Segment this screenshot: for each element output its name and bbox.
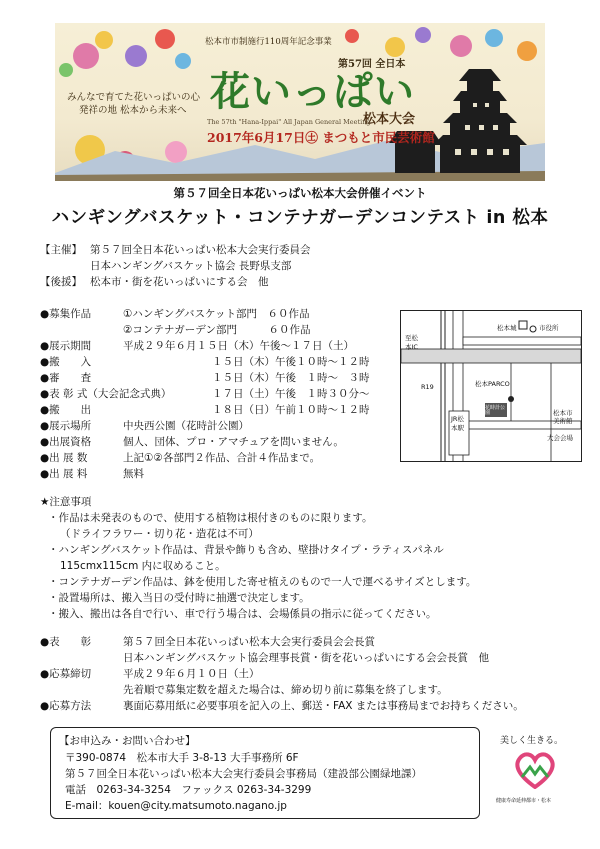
note-line: ・ハンギングバスケット作品は、背景や飾りも含め、壁掛けタイプ・ラティスパネル xyxy=(48,544,444,556)
note-line: （ドライフラワー・切り花・造花は不可） xyxy=(60,528,259,540)
detail-value: １８日（日）午前１０時～１２時 xyxy=(212,404,370,416)
awards-label: ●表 彰 xyxy=(40,636,92,648)
contact-office: 第５７回全日本花いっぱい松本大会実行委員会事務局（建設部公園緑地課） xyxy=(65,768,422,780)
organizer-label: 【主催】 xyxy=(40,244,82,256)
detail-value: １７日（土）午後 １時３０分～ xyxy=(212,388,370,400)
event-subtitle: 第５７回全日本花いっぱい松本大会併催イベント xyxy=(173,186,427,200)
sponsor-label: 【後援】 xyxy=(40,276,82,288)
detail-value: 中央西公園（花時計公園） xyxy=(123,420,249,432)
contact-heading: 【お申込み・お問い合わせ】 xyxy=(59,735,196,747)
detail-label: ●表 彰 式（大会記念式典） xyxy=(40,388,172,400)
map-route: R19 xyxy=(421,383,434,391)
detail-label: ●展示場所 xyxy=(40,420,92,432)
logo-caption: 健康寿命延伸都市・松本 xyxy=(496,798,552,804)
note-line: ・コンテナガーデン作品は、鉢を使用した寄せ植えのもので一人で運べるサイズとします。 xyxy=(48,576,477,588)
banner-title: 花いっぱい xyxy=(210,68,415,115)
venue-map xyxy=(400,310,582,462)
banner-english: The 57th "Hana-Ippai" All Japan General Meeting xyxy=(207,118,371,126)
map-castle: 松本城 xyxy=(497,324,517,332)
detail-label: ●出展資格 xyxy=(40,436,92,448)
city-logo xyxy=(496,733,576,823)
note-line: ・設置場所は、搬入当日の受付時に抽選で決定します。 xyxy=(48,592,310,604)
detail-label: ●出 展 料 xyxy=(40,468,88,480)
contact-email[interactable]: E-mail：kouen@city.matsumoto.nagano.jp xyxy=(65,800,287,812)
map-hall: 松本市美術館 xyxy=(553,409,573,425)
banner-city: 松本大会 xyxy=(363,112,416,127)
detail-label: ●審 査 xyxy=(40,372,92,384)
method-text: 裏面応募用紙に必要事項を記入の上、郵送・FAX または事務局までお持ちください。 xyxy=(123,700,524,712)
note-line: 115cmx115cm 内に収めること。 xyxy=(60,560,226,572)
detail-value: 無料 xyxy=(123,468,144,480)
logo-slogan: 美しく生きる。 xyxy=(500,736,564,746)
detail-value: １５日（木）午後 １時～ ３時 xyxy=(212,372,370,384)
method-label: ●応募方法 xyxy=(40,700,92,712)
event-banner xyxy=(55,23,545,181)
detail-label: ●出 展 数 xyxy=(40,452,88,464)
map-ic: 至松本IC xyxy=(405,334,418,351)
note-line: ・作品は未発表のもので、使用する植物は根付きのものに限ります。 xyxy=(48,512,373,524)
detail-value: ②コンテナガーデン部門 ６０作品 xyxy=(123,324,311,336)
organizer-value: 日本ハンギングバスケット協会 長野県支部 xyxy=(90,260,292,272)
contact-phone: 電話 0263-34-3254 ファックス 0263-34-3299 xyxy=(65,784,312,796)
banner-slogan-2: 発祥の地 松本から未来へ xyxy=(79,105,187,116)
contact-box xyxy=(50,727,480,819)
contact-address: 〒390-0874 松本市大手 3-8-13 大手事務所 6F xyxy=(65,752,299,764)
heart-logo-icon xyxy=(512,749,558,789)
detail-label: ●募集作品 xyxy=(40,308,92,320)
sponsor-value: 松本市・街を花いっぱいにする会 他 xyxy=(90,276,269,288)
page-title: ハンギングバスケット・コンテナガーデンコンテスト in 松本 xyxy=(51,208,549,228)
note-line: ・搬入、搬出は各自で行い、車で行う場合は、会場係員の指示に従ってください。 xyxy=(48,608,437,620)
map-venue: 大会会場 xyxy=(547,434,573,442)
notes-heading: ★注意事項 xyxy=(40,496,92,508)
detail-value: 上記①②各部門２作品、合計４作品まで。 xyxy=(123,452,321,464)
detail-label: ●展示期間 xyxy=(40,340,92,352)
banner-date: 2017年6月17日㊏ まつもと市民芸術館 xyxy=(207,130,435,145)
map-park: 花時計公園 xyxy=(485,405,506,416)
detail-value: ①ハンギングバスケット部門 ６０作品 xyxy=(123,308,310,320)
deadline-date: 平成２９年６月１０日（土） xyxy=(123,668,260,680)
detail-value: １５日（木）午後１０時～１２時 xyxy=(212,356,370,368)
banner-slogan-1: みんなで育てた花いっぱいの心 xyxy=(67,92,201,103)
banner-edition: 第57回 全日本 xyxy=(338,59,406,70)
map-jr-station: JR松本駅 xyxy=(451,415,464,432)
banner-anniversary: 松本市市制施行110周年記念事業 xyxy=(205,37,332,47)
awards-line: 日本ハンギングバスケット協会理事長賞・街を花いっぱいにする会会長賞 他 xyxy=(123,652,490,664)
detail-label: ●搬 入 xyxy=(40,356,92,368)
map-city-hall: 市役所 xyxy=(539,324,559,332)
organizer-value: 第５７回全日本花いっぱい松本大会実行委員会 xyxy=(90,244,311,256)
deadline-note: 先着順で募集定数を超えた場合は、締め切り前に募集を終了します。 xyxy=(123,684,448,696)
awards-line: 第５７回全日本花いっぱい松本大会実行委員会会長賞 xyxy=(123,636,375,648)
detail-label: ●搬 出 xyxy=(40,404,92,416)
map-parco: 松本PARCO xyxy=(475,380,510,388)
detail-value: 平成２９年６月１５日（木）午後～１７日（土） xyxy=(123,340,354,352)
deadline-label: ●応募締切 xyxy=(40,668,92,680)
detail-value: 個人、団体、プロ・アマチュアを問いません。 xyxy=(123,436,344,448)
